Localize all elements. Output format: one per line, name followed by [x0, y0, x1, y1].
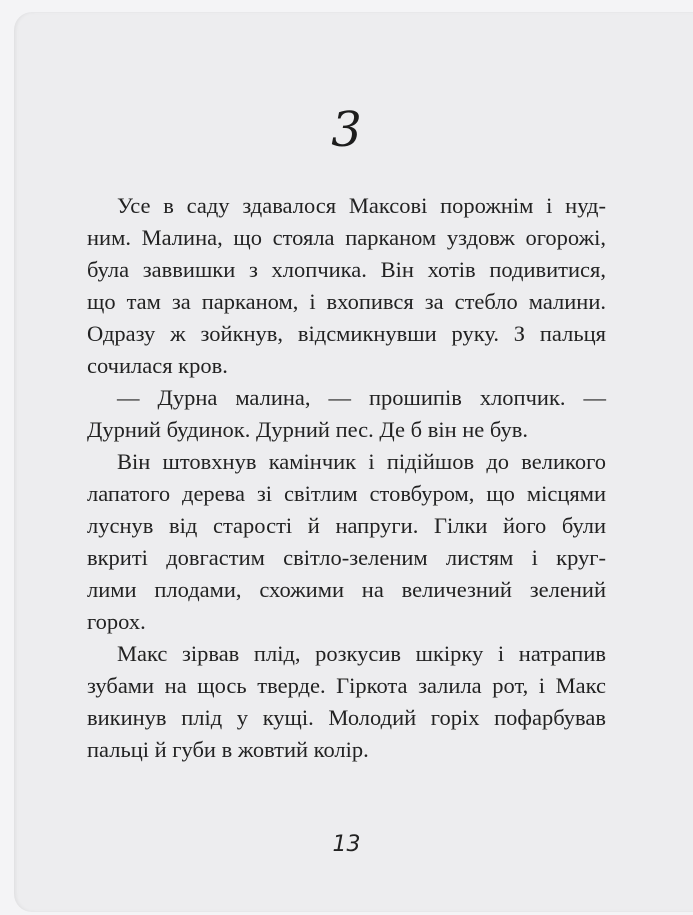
paragraph — [87, 190, 606, 382]
paragraph — [87, 446, 606, 638]
text-line: Макс зірвав плід, розкусив шкірку і натрапив — [117, 641, 606, 666]
text-line: викинув плід у кущі. Молодий горіх пофарбував — [87, 705, 606, 730]
text-line: була заввишки з хлопчика. Він хотів подивитися, — [87, 257, 606, 282]
text-line: ним. Малина, що стояла парканом уздовж огорожі, — [87, 225, 606, 250]
text-line: що там за парканом, і вхопився за стебло малини. — [87, 289, 606, 314]
text-line: Дурний будинок. Дурний пес. Де б він не був. — [87, 417, 528, 442]
paragraph — [87, 382, 606, 446]
text-line: Усе в саду здавалося Максові порожнім і нуд- — [117, 193, 606, 218]
text-line: Він штовхнув камінчик і підійшов до великого — [117, 449, 606, 474]
text-line: зубами на щось тверде. Гіркота залила рот, і Макс — [87, 673, 606, 698]
text-line: луснув від старості й напруги. Гілки його були — [87, 513, 606, 538]
text-line: пальці й губи в жовтий колір. — [87, 737, 369, 762]
page-number: 13 — [332, 832, 361, 857]
text-line: Одразу ж зойкнув, відсмикнувши руку. З пальця — [87, 321, 606, 346]
text-line: вкриті довгастим світло-зеленим листям і круг- — [87, 545, 606, 570]
text-line: лими плодами, схожими на величезний зелений — [87, 577, 606, 602]
text-line: — Дурна малина, — прошипів хлопчик. — — [117, 385, 606, 410]
text-line: сочилася кров. — [87, 353, 228, 378]
chapter-number: 3 — [331, 102, 362, 158]
paragraph — [87, 638, 606, 766]
text-line: лапатого дерева зі світлим стовбуром, що місцями — [87, 481, 606, 506]
body-text — [87, 190, 606, 766]
text-line: горох. — [87, 609, 146, 634]
